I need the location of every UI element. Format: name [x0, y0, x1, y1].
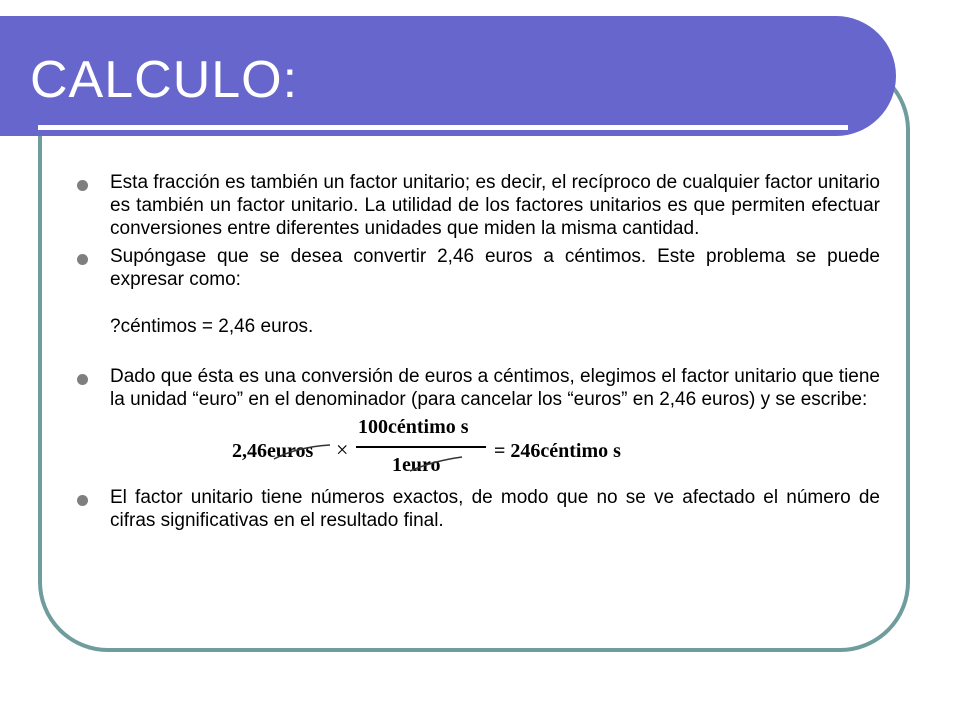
bullet-item: [74, 487, 880, 533]
bullet-text: El factor unitario tiene números exactos, de modo que no se ve afectado el número de cifras significativas en el resultado final.: [110, 487, 880, 532]
bullet-item: [74, 366, 880, 412]
fraction-numerator: 100céntimo s: [358, 416, 469, 439]
bullet-dot-icon: [77, 374, 88, 385]
multiply-sign: ×: [336, 437, 349, 463]
fraction-denominator: 1euro: [392, 454, 441, 477]
fraction-bar: [356, 446, 486, 448]
bullet-dot-icon: [77, 180, 88, 191]
bullet-dot-icon: [77, 254, 88, 265]
cancel-strike-icon: [272, 443, 332, 463]
bullet-item: [74, 172, 880, 240]
bullet-dot-icon: [77, 495, 88, 506]
slide-content: [74, 172, 880, 533]
bullet-text: Dado que ésta es una conversión de euros a céntimos, elegimos el factor unitario que tiene la unidad “euro” en el denominador (para cancelar los “euros” en 2,46 euros) y se escribe:: [110, 365, 880, 410]
slide-title: CALCULO:: [30, 51, 299, 109]
title-bar: [0, 16, 896, 136]
conversion-equation: [232, 415, 880, 487]
equation-left-term: 2,46euros: [232, 440, 314, 463]
equation-result: = 246céntimo s: [494, 440, 621, 463]
bullet-text: Supóngase que se desea convertir 2,46 euros a céntimos. Este problema se puede expresar como:: [110, 246, 880, 291]
bullet-item: [74, 246, 880, 292]
bullet-text: Esta fracción es también un factor unitario; es decir, el recíproco de cualquier factor unitario es también un factor unitario. La utilidad de los factores unitarios es que permiten efectuar conversiones entre diferentes unidades que miden la misma cantidad.: [110, 172, 880, 239]
cancel-strike-icon: [408, 455, 468, 475]
title-underline: [38, 125, 848, 130]
conversion-expression: ?céntimos = 2,46 euros.: [110, 315, 314, 337]
